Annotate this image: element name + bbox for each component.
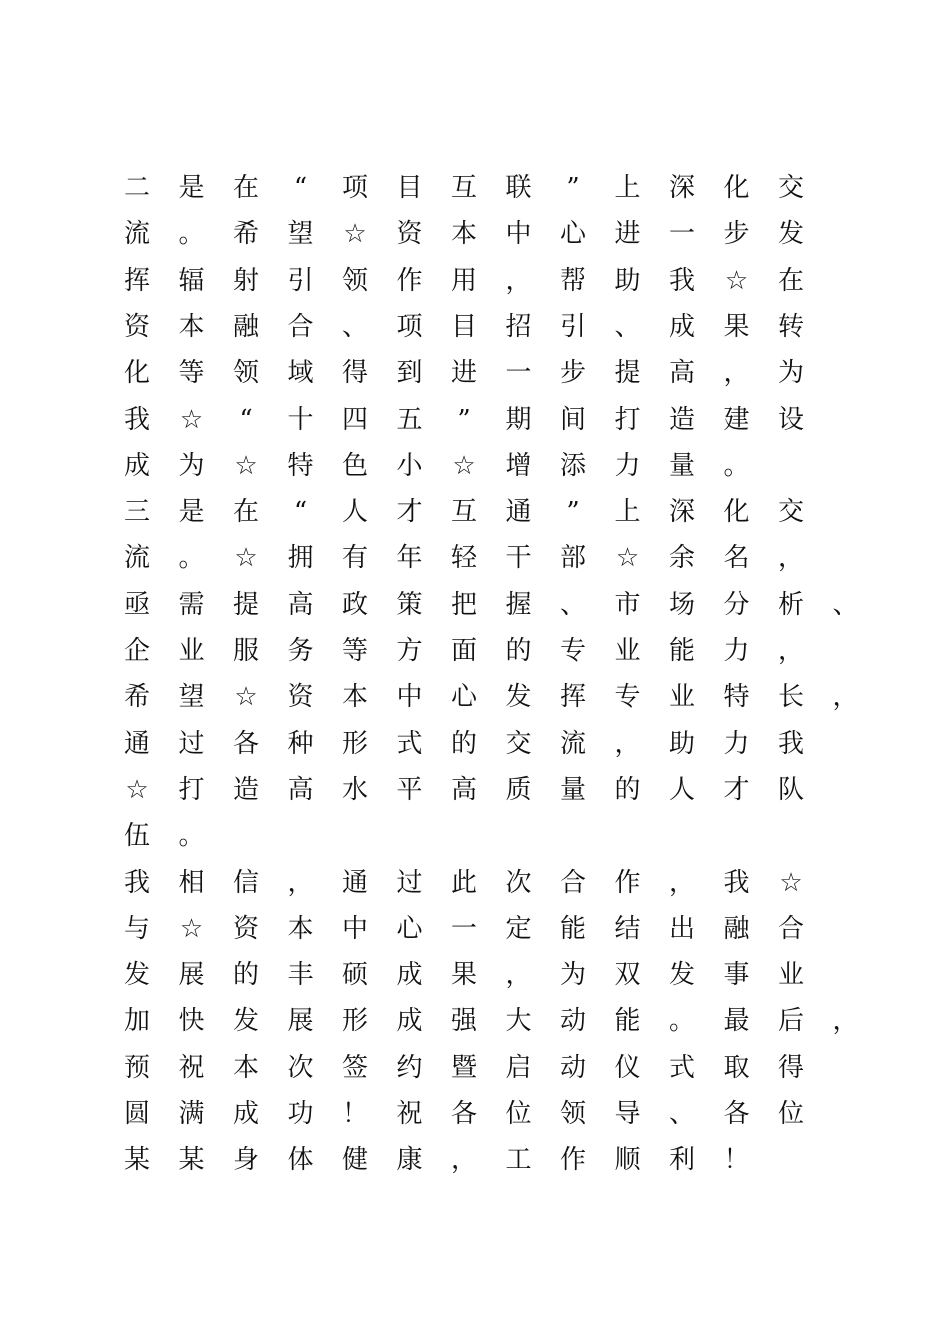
text-line: 希 望 ☆ 资 本 中 心 发 挥 专 业 特 长 ， [123, 682, 859, 713]
text-line: 亟 需 提 高 政 策 把 握 、 市 场 分 析 、 [123, 589, 859, 620]
text-line: 通 过 各 种 形 式 的 交 流 ， 助 力 我 [123, 728, 804, 759]
text-line: 与 ☆ 资 本 中 心 一 定 能 结 出 融 合 [123, 913, 804, 944]
text-line: 成 为 ☆ 特 色 小 ☆ 增 添 力 量 。 [123, 450, 750, 481]
text-line: 预 祝 本 次 签 约 暨 启 动 仪 式 取 得 [123, 1052, 804, 1083]
text-line: 伍 。 [123, 821, 205, 852]
text-line: 化 等 领 域 得 到 进 一 步 提 高 ， 为 [123, 358, 804, 389]
text-line: 企 业 服 务 等 方 面 的 专 业 能 力 ， [123, 636, 804, 666]
text-line: 三 是 在 “ 人 才 互 通 ” 上 深 化 交 [123, 497, 804, 528]
text-line: 发 展 的 丰 硕 成 果 ， 为 双 发 事 业 [123, 960, 804, 991]
text-line: 我 相 信 ， 通 过 此 次 合 作 ， 我 ☆ [123, 867, 803, 898]
text-line: 挥 辐 射 引 领 作 用 ， 帮 助 我 ☆ 在 [123, 265, 804, 296]
text-line: 加 快 发 展 形 成 强 大 动 能 。 最 后 ， [123, 1006, 859, 1037]
text-line: ☆ 打 造 高 水 平 高 质 量 的 人 才 队 [125, 774, 804, 805]
text-line: 流 。 希 望 ☆ 资 本 中 心 进 一 步 发 [123, 219, 804, 250]
text-line: 圆 满 成 功 ！ 祝 各 位 领 导 、 各 位 [123, 1099, 804, 1129]
text-line: 某 某 身 体 健 康 ， 工 作 顺 利 ！ [123, 1145, 750, 1176]
text-line: 流 。 ☆ 拥 有 年 轻 干 部 ☆ 余 名 ， [123, 543, 804, 574]
text-line: 我 ☆ “ 十 四 五 ” 期 间 打 造 建 设 [123, 404, 804, 435]
text-line: 二 是 在 “ 项 目 互 联 ” 上 深 化 交 [123, 173, 804, 203]
text-line: 资 本 融 合 、 项 目 招 引 、 成 果 转 [123, 311, 804, 342]
